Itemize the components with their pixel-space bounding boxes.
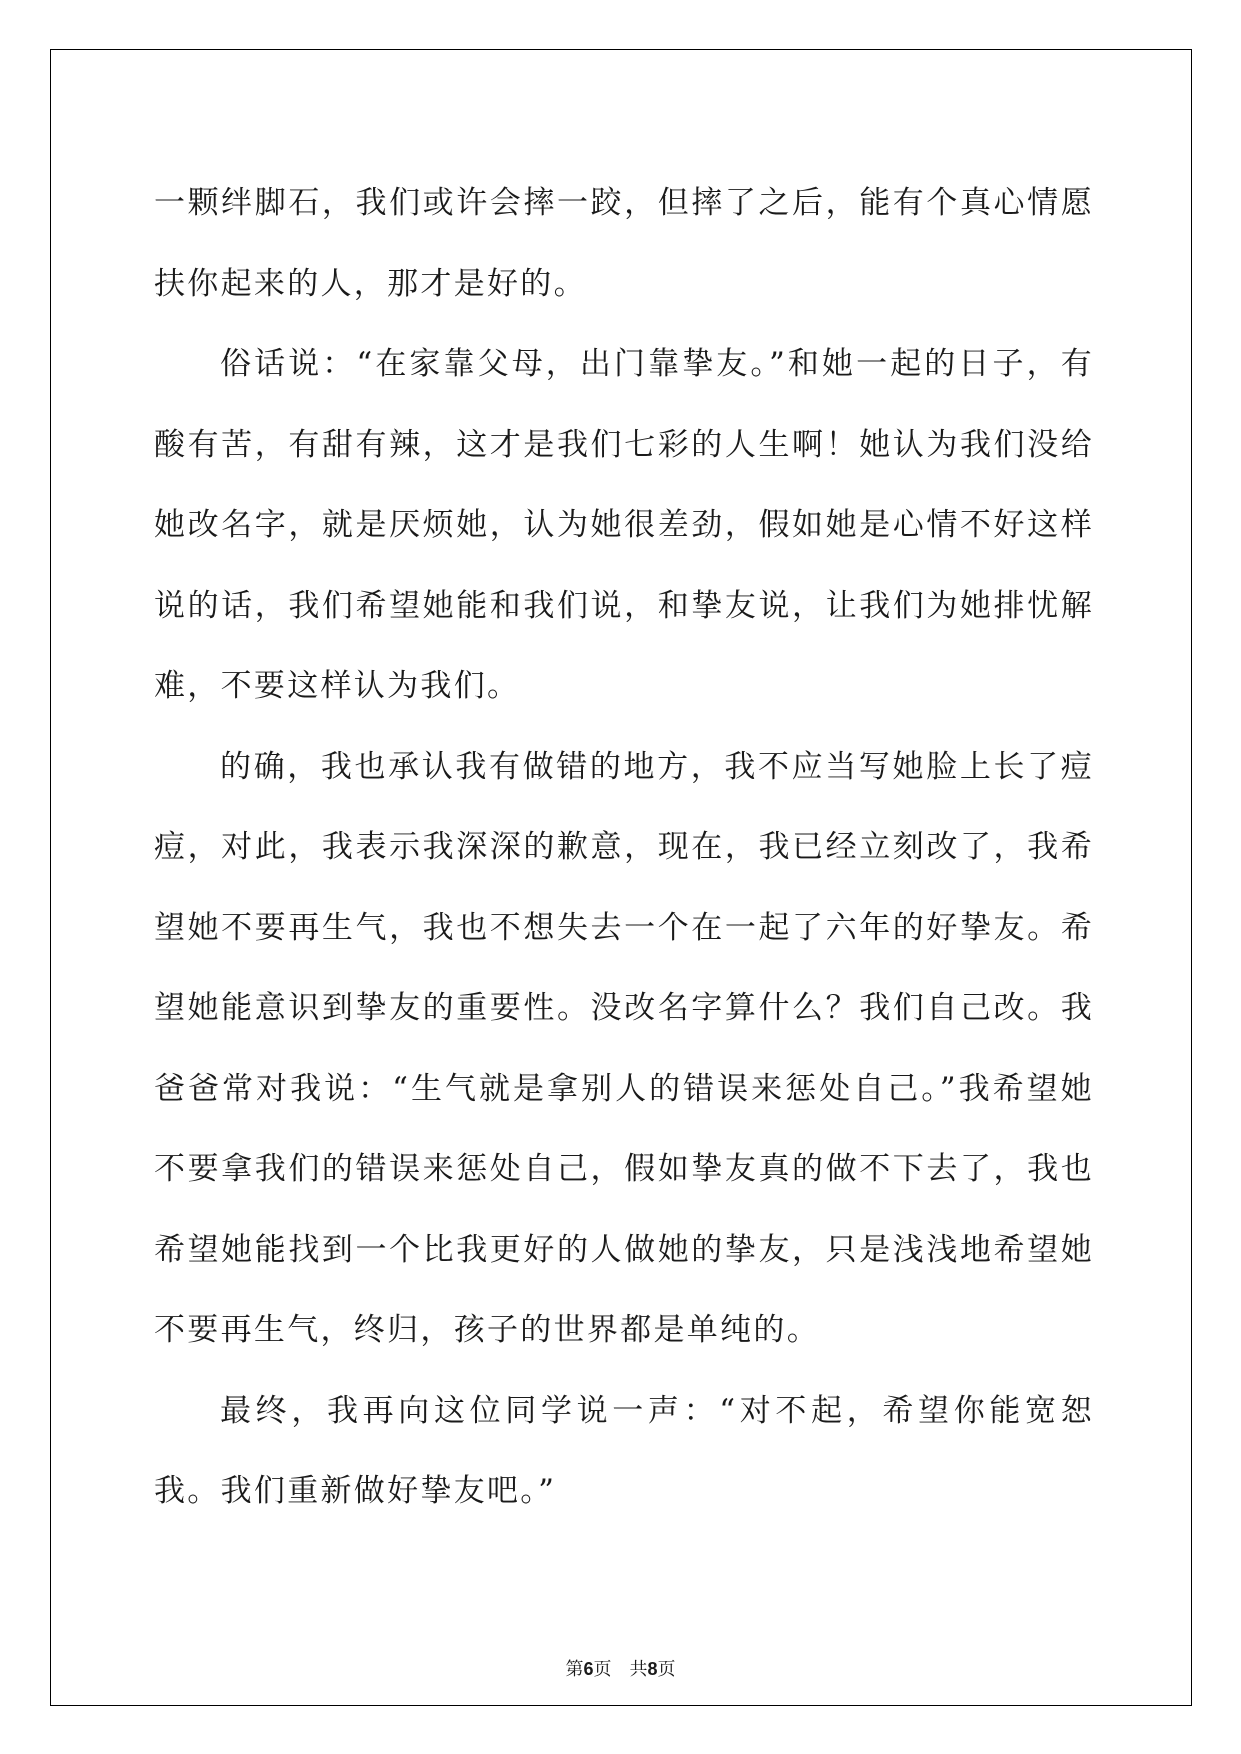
page-suffix: 页 xyxy=(657,1659,676,1680)
document-body xyxy=(154,163,1094,1532)
current-page-number: 6 xyxy=(583,1659,594,1679)
page-footer xyxy=(0,1655,1241,1681)
total-page-number: 8 xyxy=(647,1659,658,1679)
paragraph: 的确，我也承认我有做错的地方，我不应当写她脸上长了痘痘，对此，我表示我深深的歉意，现在，我已经立刻改了，我希望她不要再生气，我也不想失去一个在一起了六年的好挚友。希望她能意识到挚友的重要性。没改名字算什么？我们自己改。我爸爸常对我说：“生气就是拿别人的错误来惩处自己。”我希望她不要拿我们的错误来惩处自己，假如挚友真的做不下去了，我也希望她能找到一个比我更好的人做她的挚友，只是浅浅地希望她不要再生气，终归，孩子的世界都是单纯的。 xyxy=(154,748,1094,1348)
page-mid-text: 页 共 xyxy=(593,1659,648,1680)
paragraph-continuation: 一颗绊脚石，我们或许会摔一跤，但摔了之后，能有个真心情愿扶你起来的人，那才是好的。 xyxy=(154,185,1094,302)
page-prefix: 第 xyxy=(565,1659,584,1680)
paragraph: 俗话说：“在家靠父母，出门靠挚友。”和她一起的日子，有酸有苦，有甜有辣，这才是我们七彩的人生啊！她认为我们没给她改名字，就是厌烦她，认为她很差劲，假如她是心情不好这样说的话，我们希望她能和我们说，和挚友说，让我们为她排忧解难，不要这样认为我们。 xyxy=(154,346,1094,704)
paragraph: 最终，我再向这位同学说一声：“对不起，希望你能宽恕我。我们重新做好挚友吧。” xyxy=(154,1392,1094,1509)
